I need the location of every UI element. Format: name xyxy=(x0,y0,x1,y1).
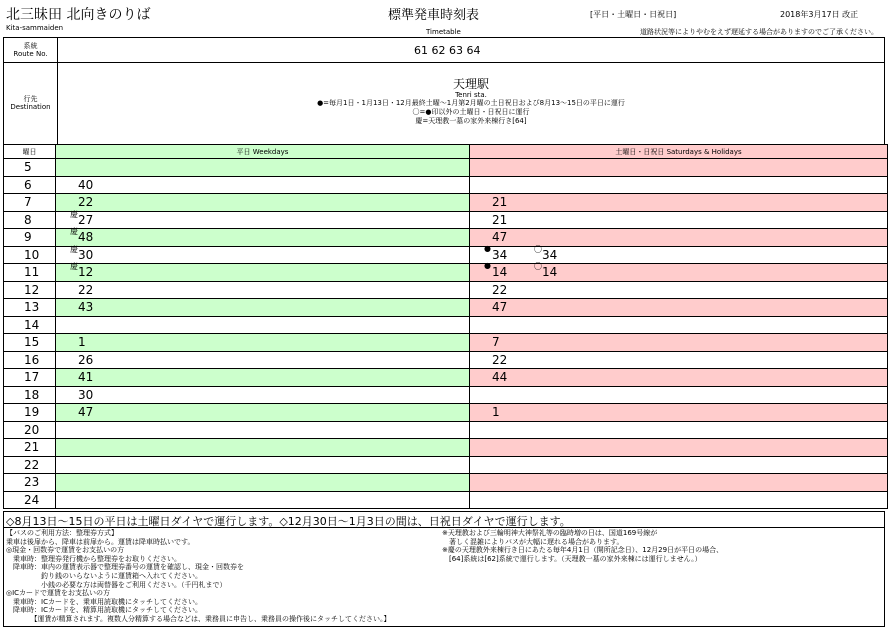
usage-note-line: 釣り銭のいらないように運賃箱へ入れてください。 xyxy=(6,571,202,580)
weekday-departures xyxy=(56,404,470,422)
holiday-departures xyxy=(470,176,888,194)
departure-minute: ● 14 xyxy=(484,261,508,280)
weekday-departures xyxy=(56,369,470,387)
departure-minute: 慶 27 xyxy=(70,209,94,227)
departure-marker: 慶 xyxy=(70,244,78,254)
weekday-departures xyxy=(56,456,470,474)
timetable-grid xyxy=(3,144,888,509)
hour-label: 14 xyxy=(4,316,56,334)
departure-minute: ● 34 xyxy=(484,243,508,262)
holiday-departures xyxy=(470,369,888,387)
departure-minute: 1 xyxy=(492,405,500,420)
hour-label: 11 xyxy=(4,264,56,282)
destination-row xyxy=(3,62,885,145)
page-title: 標準発車時刻表 xyxy=(388,8,480,23)
departure-minute: 30 xyxy=(78,387,94,402)
footer-box xyxy=(3,511,885,627)
weekday-departures xyxy=(56,211,470,229)
holiday-departures xyxy=(470,351,888,369)
hour-row xyxy=(4,421,888,439)
hour-label: 16 xyxy=(4,351,56,369)
footer-divider xyxy=(4,527,884,528)
departure-minute: 41 xyxy=(78,370,94,385)
usage-notes xyxy=(6,529,436,624)
hour-row xyxy=(4,299,888,317)
departure-minute: 47 xyxy=(492,230,508,245)
hour-label: 7 xyxy=(4,194,56,212)
hour-row xyxy=(4,194,888,212)
additional-notes xyxy=(442,529,882,563)
weekday-column-header: 平日 Weekdays xyxy=(56,145,470,159)
holiday-departures xyxy=(470,211,888,229)
weekday-departures xyxy=(56,421,470,439)
departure-minute: 21 xyxy=(492,195,508,210)
route-label-en: Route No. xyxy=(13,50,48,58)
usage-note-line: 小銭の必要な方は両替器をご利用ください。（千円札まで） xyxy=(6,580,227,589)
route-label: 系統 xyxy=(23,42,38,50)
departure-marker: ● xyxy=(484,261,491,271)
departure-minute: 44 xyxy=(492,370,508,385)
hour-label: 8 xyxy=(4,211,56,229)
additional-note-line: [64]系統は[62]系統で運行します。（天理教一墓の家外来棟には運行しません。） xyxy=(442,554,702,563)
hour-label: 12 xyxy=(4,281,56,299)
hour-label: 21 xyxy=(4,439,56,457)
additional-note-line: ※天理教および三輪明神大神祭礼等の臨時増の日は、国道169号線が xyxy=(442,529,658,537)
hour-label: 10 xyxy=(4,246,56,264)
destination-note-2: 〇=●印以外の土曜日・日祝日に運行 xyxy=(412,108,530,116)
destination-name-en: Tenri sta. xyxy=(455,91,487,99)
departure-minute: 40 xyxy=(78,177,94,192)
holiday-column-header: 土曜日・日祝日 Saturdays & Holidays xyxy=(470,145,888,159)
hour-label: 19 xyxy=(4,404,56,422)
holiday-departures xyxy=(470,439,888,457)
hour-label: 20 xyxy=(4,421,56,439)
hour-row xyxy=(4,386,888,404)
route-numbers: 61 62 63 64 xyxy=(414,44,481,57)
destination-note-3: 慶=天理教一墓の家外来棟行き[64] xyxy=(415,117,527,125)
hour-label: 24 xyxy=(4,491,56,509)
weekday-departures xyxy=(56,474,470,492)
revision-date: 2018年3月17日 改正 xyxy=(780,10,859,19)
weekday-departures xyxy=(56,316,470,334)
hour-column-header: 曜日 xyxy=(4,145,56,159)
hour-row xyxy=(4,159,888,177)
departure-minute: 47 xyxy=(78,405,94,420)
weekday-departures xyxy=(56,491,470,509)
additional-note-line: 著しく混雑によりバスが大幅に遅れる場合があります。 xyxy=(442,537,624,546)
departure-marker: 慶 xyxy=(70,262,78,272)
additional-note-line: ※慶の天理教外来棟行き日にあたる毎年4月1日（開所記念日）、12月29日が平日の場合、 xyxy=(442,546,724,555)
hour-row xyxy=(4,456,888,474)
service-days: [平日・土曜日・日祝日] xyxy=(590,10,677,19)
stop-name: 北三昧田 北向きのりば xyxy=(6,7,151,23)
departure-marker: 〇 xyxy=(534,262,542,272)
weekday-departures xyxy=(56,386,470,404)
destination-name: 天理駅 xyxy=(452,77,489,91)
weekday-departures xyxy=(56,281,470,299)
hour-row xyxy=(4,404,888,422)
departure-minute: 21 xyxy=(492,212,508,227)
route-label-cell xyxy=(4,38,58,62)
departure-minute: 22 xyxy=(492,352,508,367)
destination-note-1: ●=毎月1日・1月13日・12月最終土曜～1月第2月曜の土日祝日および8月13～15日の平日に運行 xyxy=(317,99,625,107)
holiday-departures xyxy=(470,229,888,247)
departure-minute: 7 xyxy=(492,335,500,350)
holiday-departures xyxy=(470,159,888,177)
holiday-departures xyxy=(470,334,888,352)
hour-row xyxy=(4,351,888,369)
hour-row xyxy=(4,439,888,457)
departure-minute: 43 xyxy=(78,300,94,315)
hour-label: 15 xyxy=(4,334,56,352)
weekday-departures xyxy=(56,176,470,194)
departure-minute: 慶 30 xyxy=(70,244,94,262)
weekday-departures xyxy=(56,194,470,212)
holiday-departures xyxy=(470,194,888,212)
holiday-departures xyxy=(470,316,888,334)
holiday-departures xyxy=(470,421,888,439)
holiday-schedule-note: ◇8月13日～15日の平日は土曜日ダイヤで運行します。◇12月30日～1月3日の間は、日祝日ダイヤで運行します。 xyxy=(6,515,571,528)
destination-label-cell xyxy=(4,63,58,144)
weekday-departures xyxy=(56,246,470,264)
weekday-departures xyxy=(56,334,470,352)
hour-row xyxy=(4,334,888,352)
hour-row xyxy=(4,246,888,264)
usage-note-line: ◎ICカードで運賃をお支払いの方 xyxy=(6,589,111,598)
usage-note-line: 降車時：車内の運賃表示器で整理券番号の運賃を確認し、現金・回数券を xyxy=(6,563,244,572)
hour-row xyxy=(4,211,888,229)
hour-label: 6 xyxy=(4,176,56,194)
holiday-departures xyxy=(470,474,888,492)
hour-label: 13 xyxy=(4,299,56,317)
holiday-departures xyxy=(470,386,888,404)
departure-minute: 22 xyxy=(78,282,94,297)
usage-note-line: ◎現金・回数券で運賃をお支払いの方 xyxy=(6,546,125,555)
hour-row xyxy=(4,264,888,282)
departure-marker: 慶 xyxy=(70,227,78,237)
departure-minute: 〇 14 xyxy=(534,262,558,280)
usage-note-line: 【運賃が精算されます。複数人分精算する場合などは、乗務員に申告し、乗務員の操作後にタッチしてください。】 xyxy=(6,614,391,623)
weekday-departures xyxy=(56,159,470,177)
departure-minute: 〇 34 xyxy=(534,244,558,262)
holiday-departures xyxy=(470,243,888,264)
usage-note-line: 【バスのご利用方法：整理券方式】 xyxy=(6,529,118,537)
departure-minute: 慶 12 xyxy=(70,262,94,280)
usage-note-line: 乗車時：ICカードを、乗車用読取機にタッチしてください。 xyxy=(6,597,202,606)
stop-romaji: Kita-sammaiden xyxy=(6,24,64,32)
holiday-departures xyxy=(470,456,888,474)
usage-note-line: 乗車時：整理券発行機から整理券をお取りください。 xyxy=(6,554,181,563)
departure-marker: 〇 xyxy=(534,244,542,254)
departure-marker: 慶 xyxy=(70,209,78,219)
hour-row xyxy=(4,474,888,492)
departure-marker: ● xyxy=(484,243,491,253)
holiday-departures xyxy=(470,491,888,509)
usage-note-line: 乗車は後扉から、降車は前扉から。運賃は降車時払いです。 xyxy=(6,537,195,546)
delay-notice: 道路状況等によりやむをえず遅延する場合がありますのでご了承ください。 xyxy=(640,28,878,36)
holiday-departures xyxy=(470,261,888,282)
weekday-departures xyxy=(56,439,470,457)
hour-label: 9 xyxy=(4,229,56,247)
departure-minute: 1 xyxy=(78,335,86,350)
destination-label-en: Destination xyxy=(10,103,51,111)
route-row xyxy=(3,37,885,63)
holiday-departures xyxy=(470,404,888,422)
departure-minute: 47 xyxy=(492,300,508,315)
departure-minute: 22 xyxy=(78,195,94,210)
hour-label: 22 xyxy=(4,456,56,474)
page-title-en: Timetable xyxy=(426,28,461,36)
hour-row xyxy=(4,229,888,247)
holiday-departures xyxy=(470,299,888,317)
departure-minute: 慶 48 xyxy=(70,227,94,245)
holiday-departures xyxy=(470,281,888,299)
weekday-departures xyxy=(56,264,470,282)
hour-row xyxy=(4,281,888,299)
departure-minute: 22 xyxy=(492,282,508,297)
usage-note-line: 降車時：ICカードを、精算用読取機にタッチしてください。 xyxy=(6,606,202,615)
weekday-departures xyxy=(56,299,470,317)
departure-minute: 26 xyxy=(78,352,94,367)
timetable-header-row xyxy=(4,145,888,159)
weekday-departures xyxy=(56,229,470,247)
hour-label: 23 xyxy=(4,474,56,492)
hour-label: 5 xyxy=(4,159,56,177)
hour-row xyxy=(4,316,888,334)
hour-label: 17 xyxy=(4,369,56,387)
destination-label: 行先 xyxy=(23,95,38,103)
hour-row xyxy=(4,176,888,194)
weekday-departures xyxy=(56,351,470,369)
hour-row xyxy=(4,491,888,509)
hour-label: 18 xyxy=(4,386,56,404)
hour-row xyxy=(4,369,888,387)
